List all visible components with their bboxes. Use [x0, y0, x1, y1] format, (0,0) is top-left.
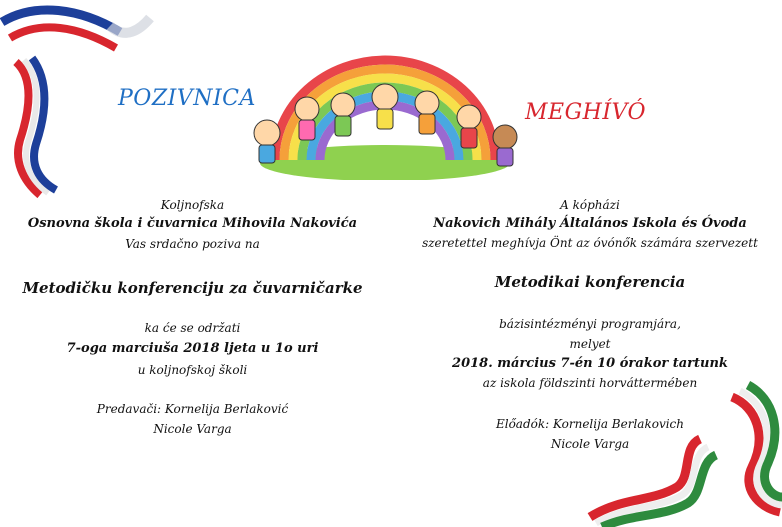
croatian-held: ka će se održati — [144, 321, 241, 335]
hungarian-speakers: Előadók: Kornelija Berlakovich — [495, 417, 685, 431]
hungarian-program: bázisintézményi programjára, — [499, 317, 681, 331]
hungarian-header: MEGHÍVÓ — [525, 100, 647, 125]
hungarian-school: Nakovich Mihály Általános Iskola és Óvoda — [433, 216, 747, 231]
croatian-title: Metodičku konferenciju za čuvarničarke — [22, 279, 363, 297]
hungarian-location: az iskola földszinti horváttermében — [482, 376, 698, 390]
croatian-place: Koljnofska — [160, 198, 225, 212]
hungarian-speaker-2: Nicole Varga — [550, 437, 630, 451]
hungarian-invites: szeretettel meghívja Önt az óvónők számára szervezett — [422, 236, 758, 250]
croatian-location: u koljnofskoj školi — [137, 363, 248, 377]
croatian-invites: Vas srdačno poziva na — [125, 237, 260, 251]
croatian-speaker-2: Nicole Varga — [153, 422, 232, 436]
hungarian-place: A kópházi — [560, 198, 620, 212]
croatian-header: POZIVNICA — [118, 86, 256, 111]
croatian-speakers: Predavači: Kornelija Berlaković — [96, 402, 289, 416]
rainbow-children-illustration — [235, 45, 545, 180]
hungarian-which: melyet — [569, 337, 611, 351]
croatian-date: 7-oga marciuša 2018 ljeta u 1o uri — [66, 341, 319, 356]
hungarian-date: 2018. március 7-én 10 órakor tartunk — [452, 356, 728, 371]
croatian-school: Osnovna škola i čuvarnica Mihovila Nakovića — [27, 216, 358, 231]
hungarian-title: Metodikai konferencia — [494, 273, 686, 291]
